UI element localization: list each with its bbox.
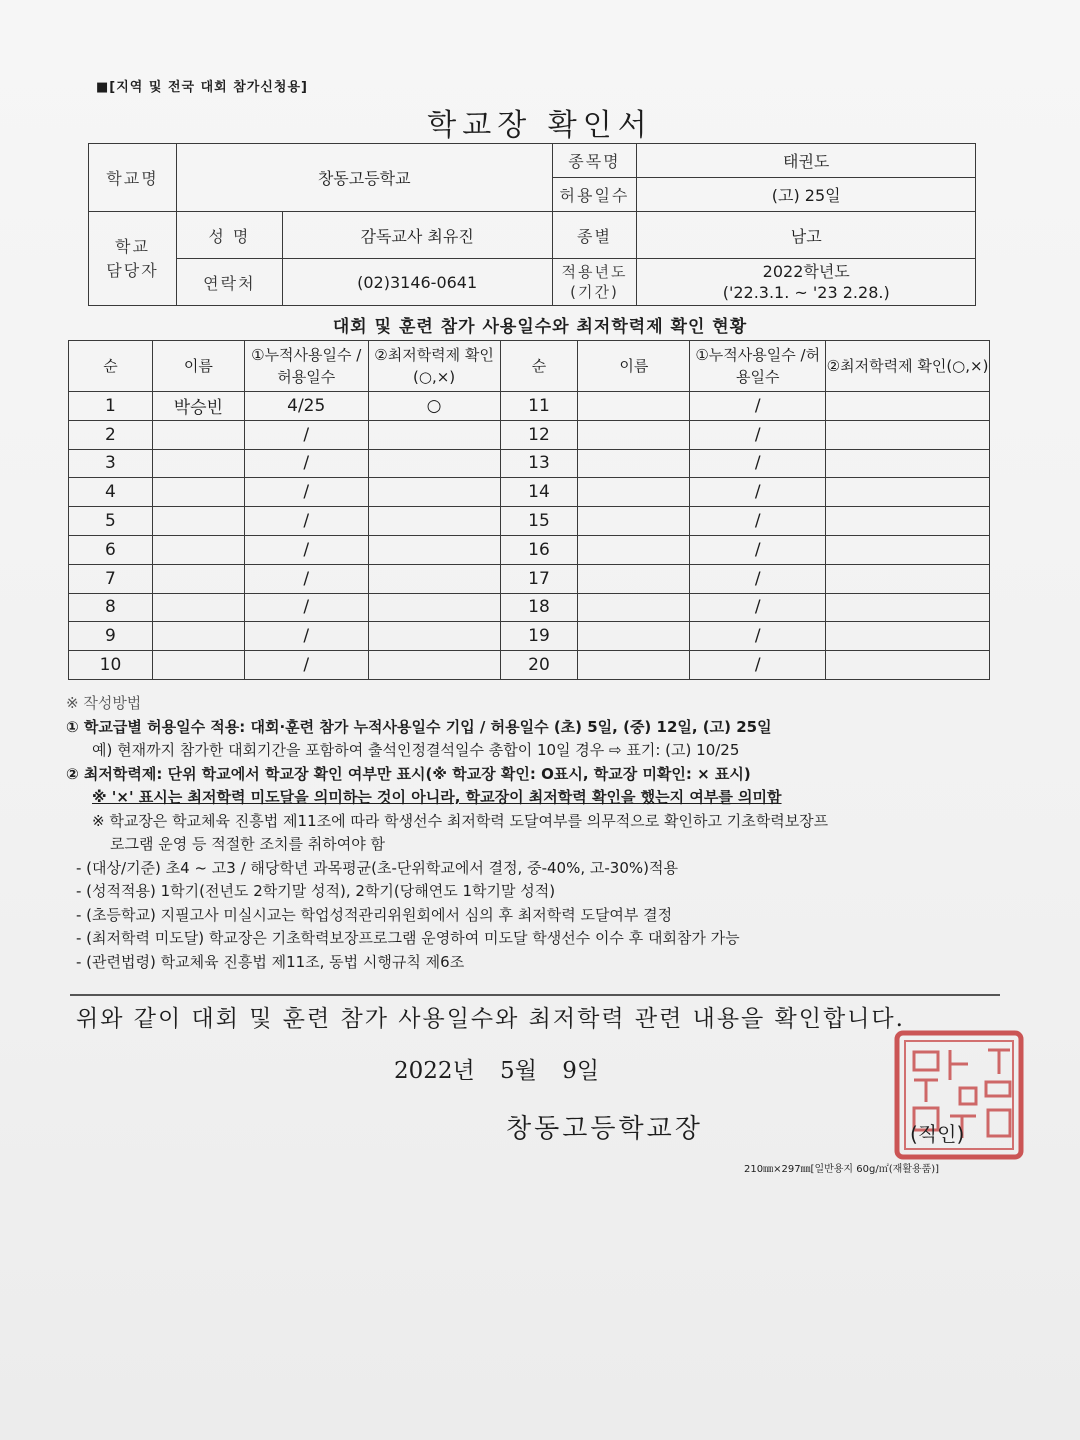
cell-days: / xyxy=(244,564,368,593)
issue-date: 2022년 5월 9일 xyxy=(394,1058,600,1084)
table-row xyxy=(69,420,990,449)
table-row xyxy=(69,507,990,536)
cell-name xyxy=(578,420,690,449)
gender-value: 남고 xyxy=(637,212,976,259)
table-row xyxy=(69,593,990,622)
cell-name: 박승빈 xyxy=(152,392,244,421)
cell-no: 4 xyxy=(69,478,153,507)
cell-no: 6 xyxy=(69,535,153,564)
cell-days: / xyxy=(244,535,368,564)
cell-no: 20 xyxy=(500,651,578,680)
cell-days: / xyxy=(244,478,368,507)
cell-check xyxy=(368,593,500,622)
cell-check xyxy=(826,622,990,651)
header-check: ②최저학력제 확인(○,×) xyxy=(368,341,500,392)
notes-heading: ※ 작성방법 xyxy=(66,694,142,712)
writing-instructions xyxy=(66,692,1006,974)
note-grade-apply: - (성적적용) 1학기(전년도 2학기말 성적), 2학기(당해연도 1학기말 성적) xyxy=(76,882,556,900)
cell-name xyxy=(152,420,244,449)
note-principal-duty-cont: 로그램 운영 등 적절한 조치를 취하여야 함 xyxy=(110,835,385,853)
header-name: 이름 xyxy=(152,341,244,392)
cell-check xyxy=(826,420,990,449)
table-row xyxy=(69,622,990,651)
sport-value: 태권도 xyxy=(637,144,976,178)
cell-check xyxy=(368,507,500,536)
cell-no: 2 xyxy=(69,420,153,449)
note-principal-duty: ※ 학교장은 학교체육 진흥법 제11조에 따라 학생선수 최저학력 도달여부를 의무적으로 확인하고 기초학력보장프 xyxy=(92,811,829,830)
cell-no: 1 xyxy=(69,392,153,421)
divider xyxy=(70,994,1000,996)
cell-check xyxy=(826,651,990,680)
note-x-meaning: ※ '×' 표시는 최저학력 미도달을 의미하는 것이 아니라, 학교장이 최저학력 확인을 했는지 여부를 의미함 xyxy=(92,788,782,806)
cell-check xyxy=(368,535,500,564)
cell-name xyxy=(152,449,244,478)
cell-check xyxy=(368,564,500,593)
cell-days: / xyxy=(690,478,826,507)
cell-check xyxy=(826,449,990,478)
table-row xyxy=(69,564,990,593)
cell-no: 5 xyxy=(69,507,153,536)
cell-days: / xyxy=(690,449,826,478)
cell-name xyxy=(578,507,690,536)
cell-days: / xyxy=(690,420,826,449)
note-law: - (관련법령) 학교체육 진흥법 제11조, 동법 시행규칙 제6조 xyxy=(76,952,465,971)
document-title: 학교장 확인서 xyxy=(427,108,653,143)
header-days: ①누적사용일수 /허용일수 xyxy=(244,341,368,392)
cell-check xyxy=(368,449,500,478)
table-row xyxy=(69,449,990,478)
allowed-days-label: 허용일수 xyxy=(552,178,637,212)
cell-check: ○ xyxy=(368,392,500,421)
header-name: 이름 xyxy=(578,341,690,392)
table-row xyxy=(69,651,990,680)
cell-name xyxy=(152,593,244,622)
cell-days: / xyxy=(244,420,368,449)
cell-name xyxy=(578,449,690,478)
header-days: ①누적사용일수 /허용일수 xyxy=(690,341,826,392)
cell-name xyxy=(152,622,244,651)
cell-name xyxy=(152,507,244,536)
cell-check xyxy=(368,622,500,651)
year-value: 2022학년도 xyxy=(762,262,850,281)
note-min-academic: ② 최저학력제: 단위 학교에서 학교장 확인 여부만 표시(※ 학교장 확인: O표시, 학교장 미확인: × 표시) xyxy=(66,764,751,783)
contact-value: (02)3146-0641 xyxy=(282,259,552,306)
cell-days: / xyxy=(690,507,826,536)
cell-days: 4/25 xyxy=(244,392,368,421)
note-target: - (대상/기준) 초4 ~ 고3 / 해당학년 과목평균(초-단위학교에서 결정, 중-40%, 고-30%)적용 xyxy=(76,858,678,877)
cell-name xyxy=(578,593,690,622)
table-row xyxy=(69,478,990,507)
cell-no: 18 xyxy=(500,593,578,622)
note-not-reached: - (최저학력 미도달) 학교장은 기초학력보장프로그램 운영하여 미도달 학생선수 이수 후 대회참가 가능 xyxy=(76,929,740,947)
confirmation-statement: 위와 같이 대회 및 훈련 참가 사용일수와 최저학력 관련 내용을 확인합니다. xyxy=(76,1006,905,1032)
cell-days: / xyxy=(690,593,826,622)
cell-no: 7 xyxy=(69,564,153,593)
cell-days: / xyxy=(690,622,826,651)
manager-label: 학교 담당자 xyxy=(89,212,177,306)
cell-check xyxy=(368,420,500,449)
cell-no: 3 xyxy=(69,449,153,478)
school-name-label: 학교명 xyxy=(89,144,177,212)
form-usage-tag: ■[지역 및 전국 대회 참가신청용] xyxy=(96,80,308,95)
cell-no: 14 xyxy=(500,478,578,507)
cell-name xyxy=(578,535,690,564)
period-value: ('22.3.1. ~ '23 2.28.) xyxy=(722,283,890,302)
note-elementary: - (초등학교) 지필고사 미실시교는 학업성적관리위원회에서 심의 후 최저학력 도달여부 결정 xyxy=(76,905,673,924)
cell-name xyxy=(152,535,244,564)
cell-days: / xyxy=(690,392,826,421)
cell-no: 16 xyxy=(500,535,578,564)
school-name-value: 창동고등학교 xyxy=(176,144,552,212)
sport-label: 종목명 xyxy=(552,144,637,178)
cell-days: / xyxy=(244,593,368,622)
cell-days: / xyxy=(244,622,368,651)
header-no: 순 xyxy=(500,341,578,392)
cell-days: / xyxy=(690,651,826,680)
cell-name xyxy=(578,564,690,593)
cell-days: / xyxy=(244,507,368,536)
note-allowed-days: ① 학교급별 허용일수 적용: 대회·훈련 참가 누적사용일수 기입 / 허용일수 (초) 5일, (중) 12일, (고) 25일 xyxy=(66,717,772,736)
header-no: 순 xyxy=(69,341,153,392)
principal-signature-line: 창동고등학교장 xyxy=(506,1114,703,1144)
cell-check xyxy=(826,564,990,593)
cell-no: 17 xyxy=(500,564,578,593)
cell-no: 12 xyxy=(500,420,578,449)
cell-name xyxy=(578,651,690,680)
table-row xyxy=(69,535,990,564)
name-label: 성 명 xyxy=(176,212,282,259)
cell-no: 11 xyxy=(500,392,578,421)
cell-name xyxy=(152,651,244,680)
cell-check xyxy=(826,593,990,622)
cell-no: 9 xyxy=(69,622,153,651)
header-check: ②최저학력제 확인(○,×) xyxy=(826,341,990,392)
cell-check xyxy=(826,478,990,507)
cell-check xyxy=(826,507,990,536)
cell-no: 19 xyxy=(500,622,578,651)
cell-no: 8 xyxy=(69,593,153,622)
year-cell xyxy=(637,259,976,306)
allowed-days-value: (고) 25일 xyxy=(637,178,976,212)
note-example: 예) 현재까지 참가한 대회기간을 포함하여 출석인정결석일수 총합이 10일 경우 ⇨ 표기: (고) 10/25 xyxy=(92,741,740,759)
contact-label: 연락처 xyxy=(176,259,282,306)
participation-table xyxy=(68,340,990,680)
gender-label: 종별 xyxy=(552,212,637,259)
cell-no: 15 xyxy=(500,507,578,536)
school-info-table xyxy=(88,143,976,306)
seal-label: (직인) xyxy=(910,1122,965,1146)
cell-name xyxy=(578,392,690,421)
cell-days: / xyxy=(690,564,826,593)
cell-name xyxy=(578,622,690,651)
cell-check xyxy=(368,651,500,680)
manager-name-value: 감독교사 최유진 xyxy=(282,212,552,259)
cell-check xyxy=(368,478,500,507)
cell-days: / xyxy=(244,651,368,680)
cell-name xyxy=(152,564,244,593)
table-row xyxy=(69,392,990,421)
cell-days: / xyxy=(244,449,368,478)
cell-no: 13 xyxy=(500,449,578,478)
paper-size-note: 210㎜×297㎜[일반용지 60g/㎡(재활용품)] xyxy=(744,1164,940,1175)
cell-days: / xyxy=(690,535,826,564)
cell-check xyxy=(826,535,990,564)
cell-no: 10 xyxy=(69,651,153,680)
cell-name xyxy=(578,478,690,507)
year-label: 적용년도 (기간) xyxy=(552,259,637,306)
cell-name xyxy=(152,478,244,507)
cell-check xyxy=(826,392,990,421)
section-title: 대회 및 훈련 참가 사용일수와 최저학력제 확인 현황 xyxy=(332,317,748,337)
